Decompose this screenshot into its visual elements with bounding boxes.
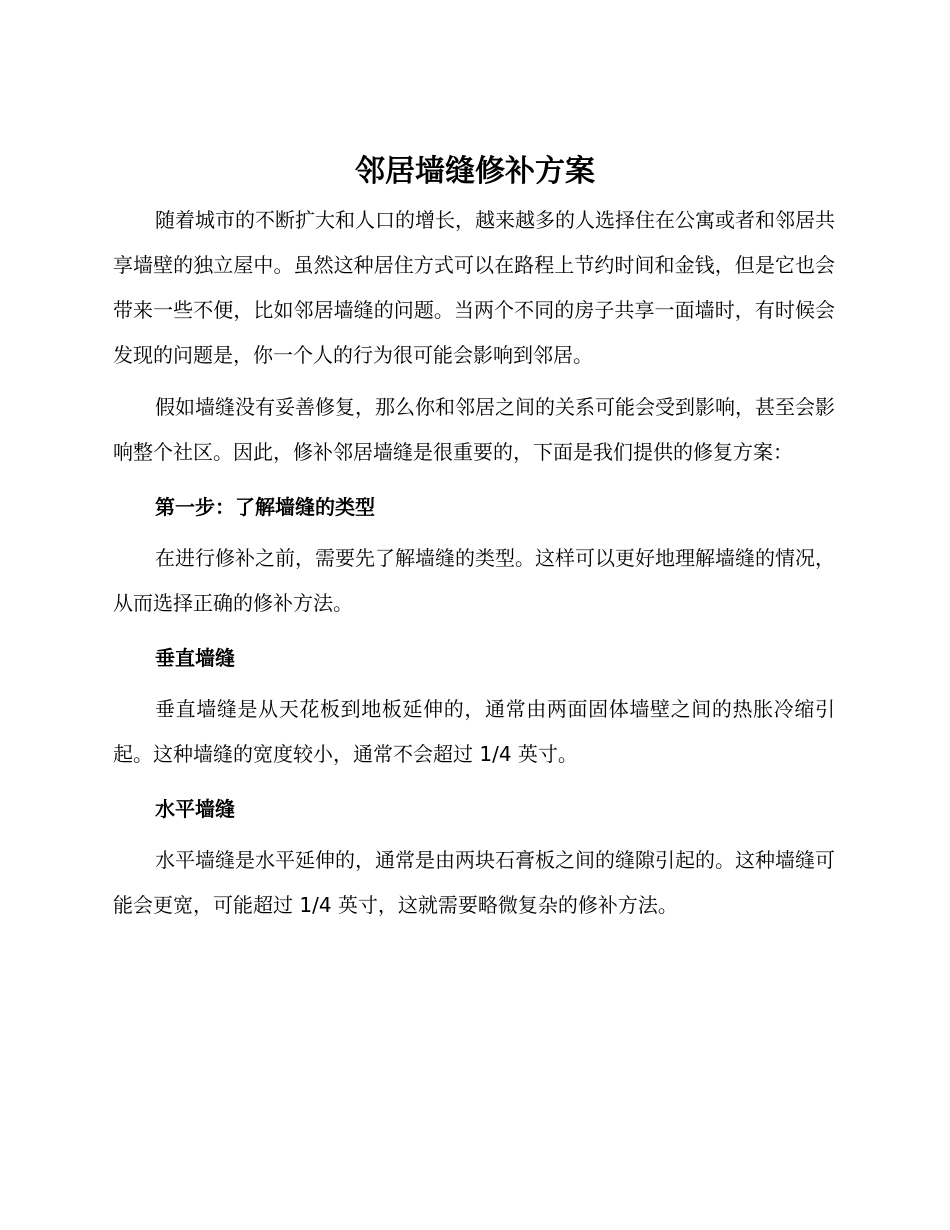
step1-paragraph: 在进行修补之前，需要先了解墙缝的类型。这样可以更好地理解墙缝的情况，从而选择正确的修补方法。 bbox=[113, 546, 835, 615]
vertical-crack-heading: 垂直墙缝 bbox=[155, 646, 235, 670]
intro-paragraph-2: 假如墙缝没有妥善修复，那么你和邻居之间的关系可能会受到影响，甚至会影响整个社区。因此，修补邻居墙缝是很重要的，下面是我们提供的修复方案： bbox=[113, 395, 835, 464]
document-title: 邻居墙缝修补方案 bbox=[355, 154, 595, 189]
step1-heading: 第一步：了解墙缝的类型 bbox=[155, 495, 375, 519]
horizontal-crack-heading: 水平墙缝 bbox=[155, 797, 235, 821]
horizontal-crack-paragraph: 水平墙缝是水平延伸的，通常是由两块石膏板之间的缝隙引起的。这种墙缝可能会更宽，可能超过 1/4 英寸，这就需要略微复杂的修补方法。 bbox=[113, 848, 835, 917]
intro-paragraph-1: 随着城市的不断扩大和人口的增长，越来越多的人选择住在公寓或者和邻居共享墙壁的独立屋中。虽然这种居住方式可以在路程上节约时间和金钱，但是它也会带来一些不便，比如邻居墙缝的问题。当两个不同的房子共享一面墙时，有时候会发现的问题是，你一个人的行为很可能会影响到邻居。 bbox=[113, 208, 835, 367]
vertical-crack-paragraph: 垂直墙缝是从天花板到地板延伸的，通常由两面固体墙壁之间的热胀冷缩引起。这种墙缝的宽度较小，通常不会超过 1/4 英寸。 bbox=[113, 697, 835, 766]
document-body bbox=[113, 198, 835, 928]
